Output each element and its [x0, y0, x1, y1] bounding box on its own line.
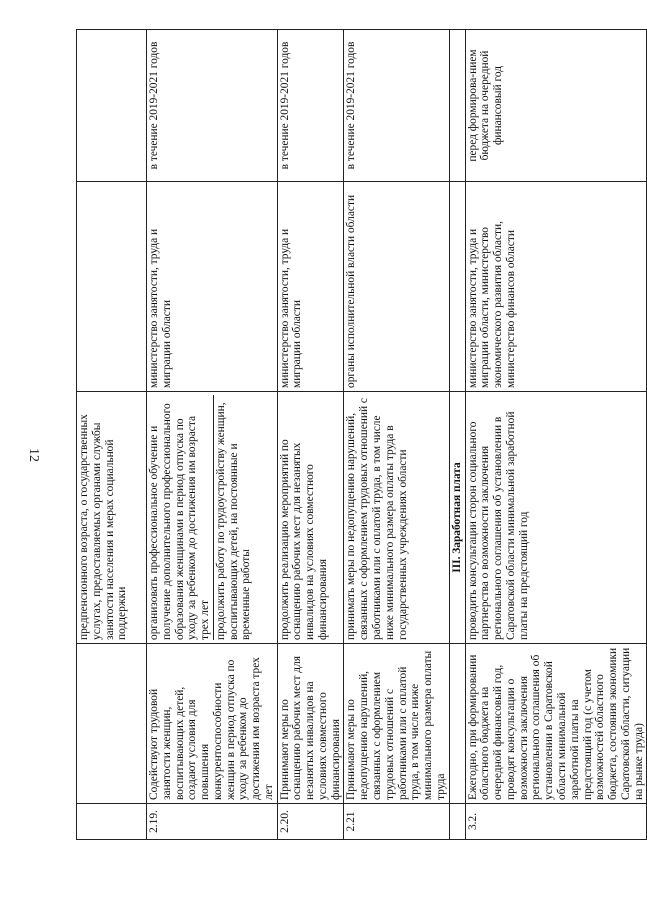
measures-cell [147, 392, 278, 644]
measures-cell: принимать меры по недопущению нарушений, связанных с оформлением трудовых отношений с работниками или с оплатой труда, в том числе ниже минимального размера оплаты труда в государственных учреждениях области [344, 392, 449, 644]
measures-cell: продолжить реализацию мероприятий по оснащению рабочих мест для незанятых инвалидов на условиях совместного финансирования [277, 392, 344, 644]
row-number: 2.20. [277, 804, 344, 840]
measure-item: продолжить работу по трудоустройству женщин, воспитывающих детей, на постоянные и временные работы [213, 395, 277, 640]
table-row [277, 30, 344, 840]
deadline-cell: перед формирова-нием бюджета на очередной финансовый год [465, 30, 647, 182]
commitment-cell: Принимают меры по недопущению нарушений, связанных с оформлением трудовых отношений с работниками или с оплатой труда, в том числе ниже минимального размера оплаты труда [344, 644, 449, 804]
section-spacer [449, 182, 465, 392]
section-row [449, 30, 465, 840]
commitment-cell: Содействуют трудовой занятости женщин, воспитывающих детей, создают условия для повышения конкурентоспособности женщин в период отпуска по уходу за ребенком до достижения им возраста трех лет [147, 644, 278, 804]
table-row [77, 30, 147, 840]
measures-cell: предпенсионного возраста, о государственных услугах, предоставляемых органами службы занятости населения и мерах социальной поддержки [77, 392, 147, 644]
responsible-cell: министерство занятости, труда и миграции области [277, 182, 344, 392]
responsible-cell: министерство занятости, труда и миграции области [147, 182, 278, 392]
responsible-cell: органы исполнительной власти области [344, 182, 449, 392]
table-row [147, 30, 278, 840]
table-row [465, 30, 647, 840]
row-number: 2.19. [147, 804, 278, 840]
deadline-cell: в течение 2019-2021 годов [147, 30, 278, 182]
deadline-cell: в течение 2019-2021 годов [344, 30, 449, 182]
section-title: III. Заработная плата [449, 392, 465, 644]
deadline-cell [77, 30, 147, 182]
row-number [77, 804, 147, 840]
section-spacer [449, 30, 465, 182]
table-row [344, 30, 449, 840]
section-spacer [449, 644, 465, 804]
responsible-cell [77, 182, 147, 392]
measure-item: организовать профессиональное обучение и получение дополнительного профессионального образования женщинами в период отпуска по уходу за ребенком до достижения им возраста трех лет [148, 403, 212, 640]
plan-table [76, 29, 647, 840]
commitment-cell: Ежегодно, при формировании областного бюджета на очередной финансовый год, проводят консультации о возможности заключения регионального соглашения об установлении в Саратовской области минимальной заработной платы на предстоящий год (с учетом возможностей областного бюджета, состояния экономики Саратовской области, ситуации на рынке труда) [465, 644, 647, 804]
row-number: 3.2. [465, 804, 647, 840]
commitment-cell [77, 644, 147, 804]
section-spacer [449, 804, 465, 840]
responsible-cell: министерство занятости, труда и миграции области, министерство экономического развития области, министерство финансов области [465, 182, 647, 392]
measures-cell: проводить консультации сторон социального партнерства о возможности заключения регионального соглашения об установлении в Саратовской области минимальной заработной платы на предстоящий год [465, 392, 647, 644]
page-number: 12 [26, 448, 41, 462]
commitment-cell: Принимают меры по оснащению рабочих мест для незанятых инвалидов на условиях совместного финансирования [277, 644, 344, 804]
document-table-rotated [76, 30, 645, 840]
row-number: 2.21 [344, 804, 449, 840]
deadline-cell: в течение 2019-2021 годов [277, 30, 344, 182]
